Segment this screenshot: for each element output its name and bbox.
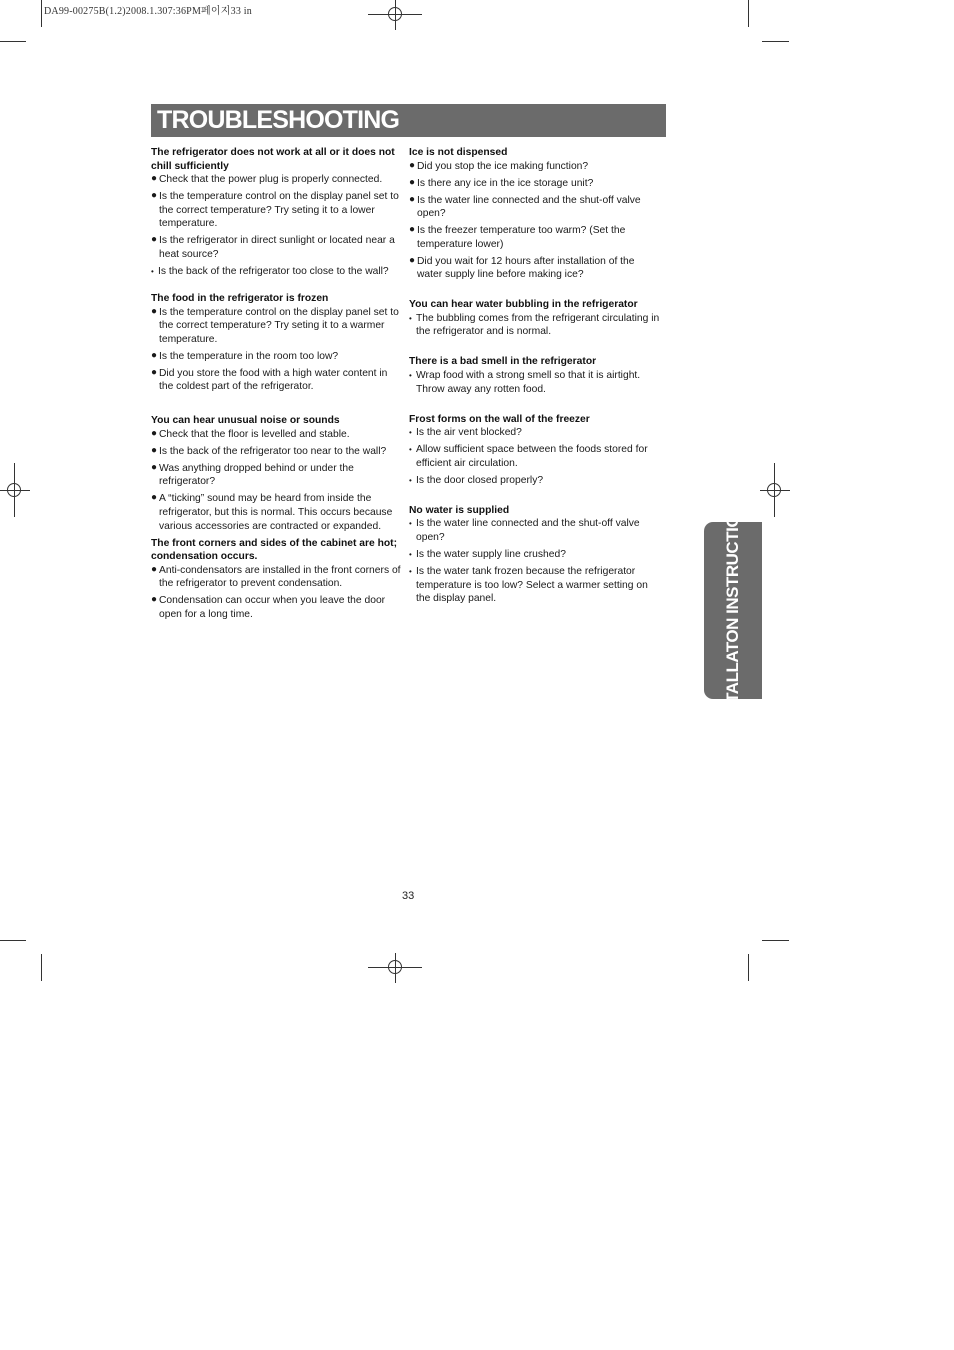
- bullet-icon: ●: [409, 254, 416, 266]
- section-no-water: [409, 504, 661, 606]
- section-water-bubbling: [409, 298, 661, 339]
- bullet-icon: ●: [151, 305, 158, 317]
- list-item: ● Is the temperature control on the display panel set to the correct temperature? Try seting it to a lower temperature.: [151, 190, 399, 230]
- list-item: • Is the door closed properly?: [409, 474, 544, 486]
- bullet-icon: ●: [409, 176, 416, 188]
- list-item: • Wrap food with a strong smell so that it is airtight. Throw away any rotten food.: [409, 370, 641, 395]
- list-item: ● Is the temperature control on the display panel set to the correct temperature? Try seting it to a warmer temperature.: [151, 305, 399, 345]
- section-heading: Ice is not dispensed: [409, 147, 508, 158]
- crop-mark: [762, 41, 789, 42]
- section-frost: [409, 413, 661, 488]
- bullet-icon: ●: [151, 190, 158, 202]
- list-item: ● Did you stop the ice making function?: [409, 159, 589, 172]
- right-column: [409, 146, 661, 609]
- bullet-icon: •: [151, 266, 154, 276]
- section-food-frozen: [151, 292, 403, 394]
- section-heading: The front corners and sides of the cabinet are hot; condensation occurs.: [151, 537, 398, 563]
- crop-mark: [748, 954, 749, 981]
- section-ice-not-dispensed: [409, 146, 661, 282]
- list-item: ● Condensation can occur when you leave the door open for a long time.: [151, 594, 386, 620]
- list-item: ● Is the refrigerator in direct sunlight or located near a heat source?: [151, 234, 395, 260]
- registration-mark-bottom: [368, 953, 422, 983]
- section-heading: You can hear water bubbling in the refrigerator: [409, 299, 638, 311]
- bullet-icon: ●: [151, 594, 158, 606]
- section-heading: The food in the refrigerator is frozen: [151, 292, 329, 304]
- list-item: • Is the water supply line crushed?: [409, 548, 566, 560]
- list-item: • Allow sufficient space between the foods stored for efficient air circulation.: [409, 444, 648, 469]
- crop-mark: [762, 940, 789, 941]
- list-item: ● Check that the floor is levelled and stable.: [151, 427, 350, 440]
- side-tab: [704, 491, 762, 730]
- list-item: ● Was anything dropped behind or under the refrigerator?: [151, 461, 354, 488]
- bullet-icon: ●: [151, 349, 158, 361]
- bullet-icon: •: [409, 475, 412, 485]
- crop-mark: [41, 954, 42, 981]
- bullet-icon: ●: [151, 563, 158, 575]
- print-slug: DA99-00275B(1.2)2008.1.307:36PM페이지33 in: [44, 6, 252, 17]
- bullet-icon: •: [409, 445, 412, 455]
- bullet-icon: ●: [151, 427, 158, 439]
- crop-mark: [0, 41, 26, 42]
- list-item: ● Is the freezer temperature too warm? (Set the temperature lower): [409, 224, 626, 250]
- crop-mark: [41, 0, 42, 27]
- section-heading: No water is supplied: [409, 504, 510, 516]
- bullet-icon: •: [409, 519, 412, 529]
- section-heading: There is a bad smell in the refrigerator: [409, 356, 597, 368]
- section-bad-smell: [409, 355, 661, 396]
- section-heading: The refrigerator does not work at all or it does not chill sufficiently: [151, 147, 395, 172]
- section-heading: Frost forms on the wall of the freezer: [409, 413, 590, 425]
- list-item: ● Did you wait for 12 hours after installation of the water supply line before making ice?: [409, 254, 635, 281]
- crop-mark: [0, 940, 26, 941]
- crop-mark: [748, 0, 749, 27]
- title-bar: [151, 104, 666, 137]
- list-item: ● Is there any ice in the ice storage unit?: [409, 176, 594, 189]
- section-unusual-noise: [151, 414, 403, 533]
- bullet-icon: ●: [151, 492, 158, 504]
- registration-mark-left: [0, 463, 30, 517]
- left-column: [151, 146, 403, 625]
- bullet-icon: •: [409, 549, 412, 559]
- list-item: • Is the water tank frozen because the refrigerator temperature is too low? Select a warmer setting on the display panel.: [409, 565, 648, 605]
- list-item: • Is the water line connected and the shut-off valve open?: [409, 518, 640, 543]
- list-item: ● Anti-condensators are installed in the front corners of the refrigerator to prevent condensation.: [151, 563, 401, 590]
- list-item: ● Check that the power plug is properly connected.: [151, 173, 383, 186]
- bullet-icon: ●: [151, 366, 158, 378]
- bullet-icon: ●: [151, 234, 158, 246]
- bullet-icon: •: [409, 371, 412, 381]
- bullet-icon: ●: [151, 444, 158, 456]
- bullet-icon: •: [409, 566, 412, 576]
- section-heading: You can hear unusual noise or sounds: [151, 415, 340, 427]
- list-item: • The bubbling comes from the refrigerant circulating in the refrigerator and is normal.: [409, 312, 660, 338]
- bullet-icon: ●: [409, 159, 416, 171]
- bullet-icon: ●: [409, 193, 416, 205]
- list-item: ● Did you store the food with a high water content in the coldest part of the refrigerator.: [151, 366, 388, 393]
- registration-mark-top: [368, 0, 422, 30]
- section-hot-corners: [151, 537, 403, 622]
- list-item: ● A “ticking” sound may be heard from inside the refrigerator, but this is normal. This occurs because various accessories are contracted or expanded.: [151, 492, 393, 532]
- page-number: 33: [402, 890, 415, 902]
- side-tab-label: INSTALLATON INSTRUCTIONS: [723, 491, 742, 730]
- bullet-icon: ●: [151, 173, 158, 185]
- list-item: ● Is the water line connected and the shut-off valve open?: [409, 193, 641, 220]
- page-title: TROUBLESHOOTING: [157, 106, 400, 134]
- bullet-icon: •: [409, 313, 412, 323]
- bullet-icon: ●: [151, 461, 158, 473]
- list-item: ● Is the temperature in the room too low?: [151, 349, 339, 362]
- section-not-chilling: [151, 146, 403, 279]
- registration-mark-right: [760, 463, 790, 517]
- list-item: • Is the air vent blocked?: [409, 427, 522, 439]
- list-item: ● Is the back of the refrigerator too near to the wall?: [151, 444, 387, 457]
- bullet-icon: ●: [409, 224, 416, 236]
- list-item: • Is the back of the refrigerator too close to the wall?: [151, 265, 389, 277]
- bullet-icon: •: [409, 428, 412, 438]
